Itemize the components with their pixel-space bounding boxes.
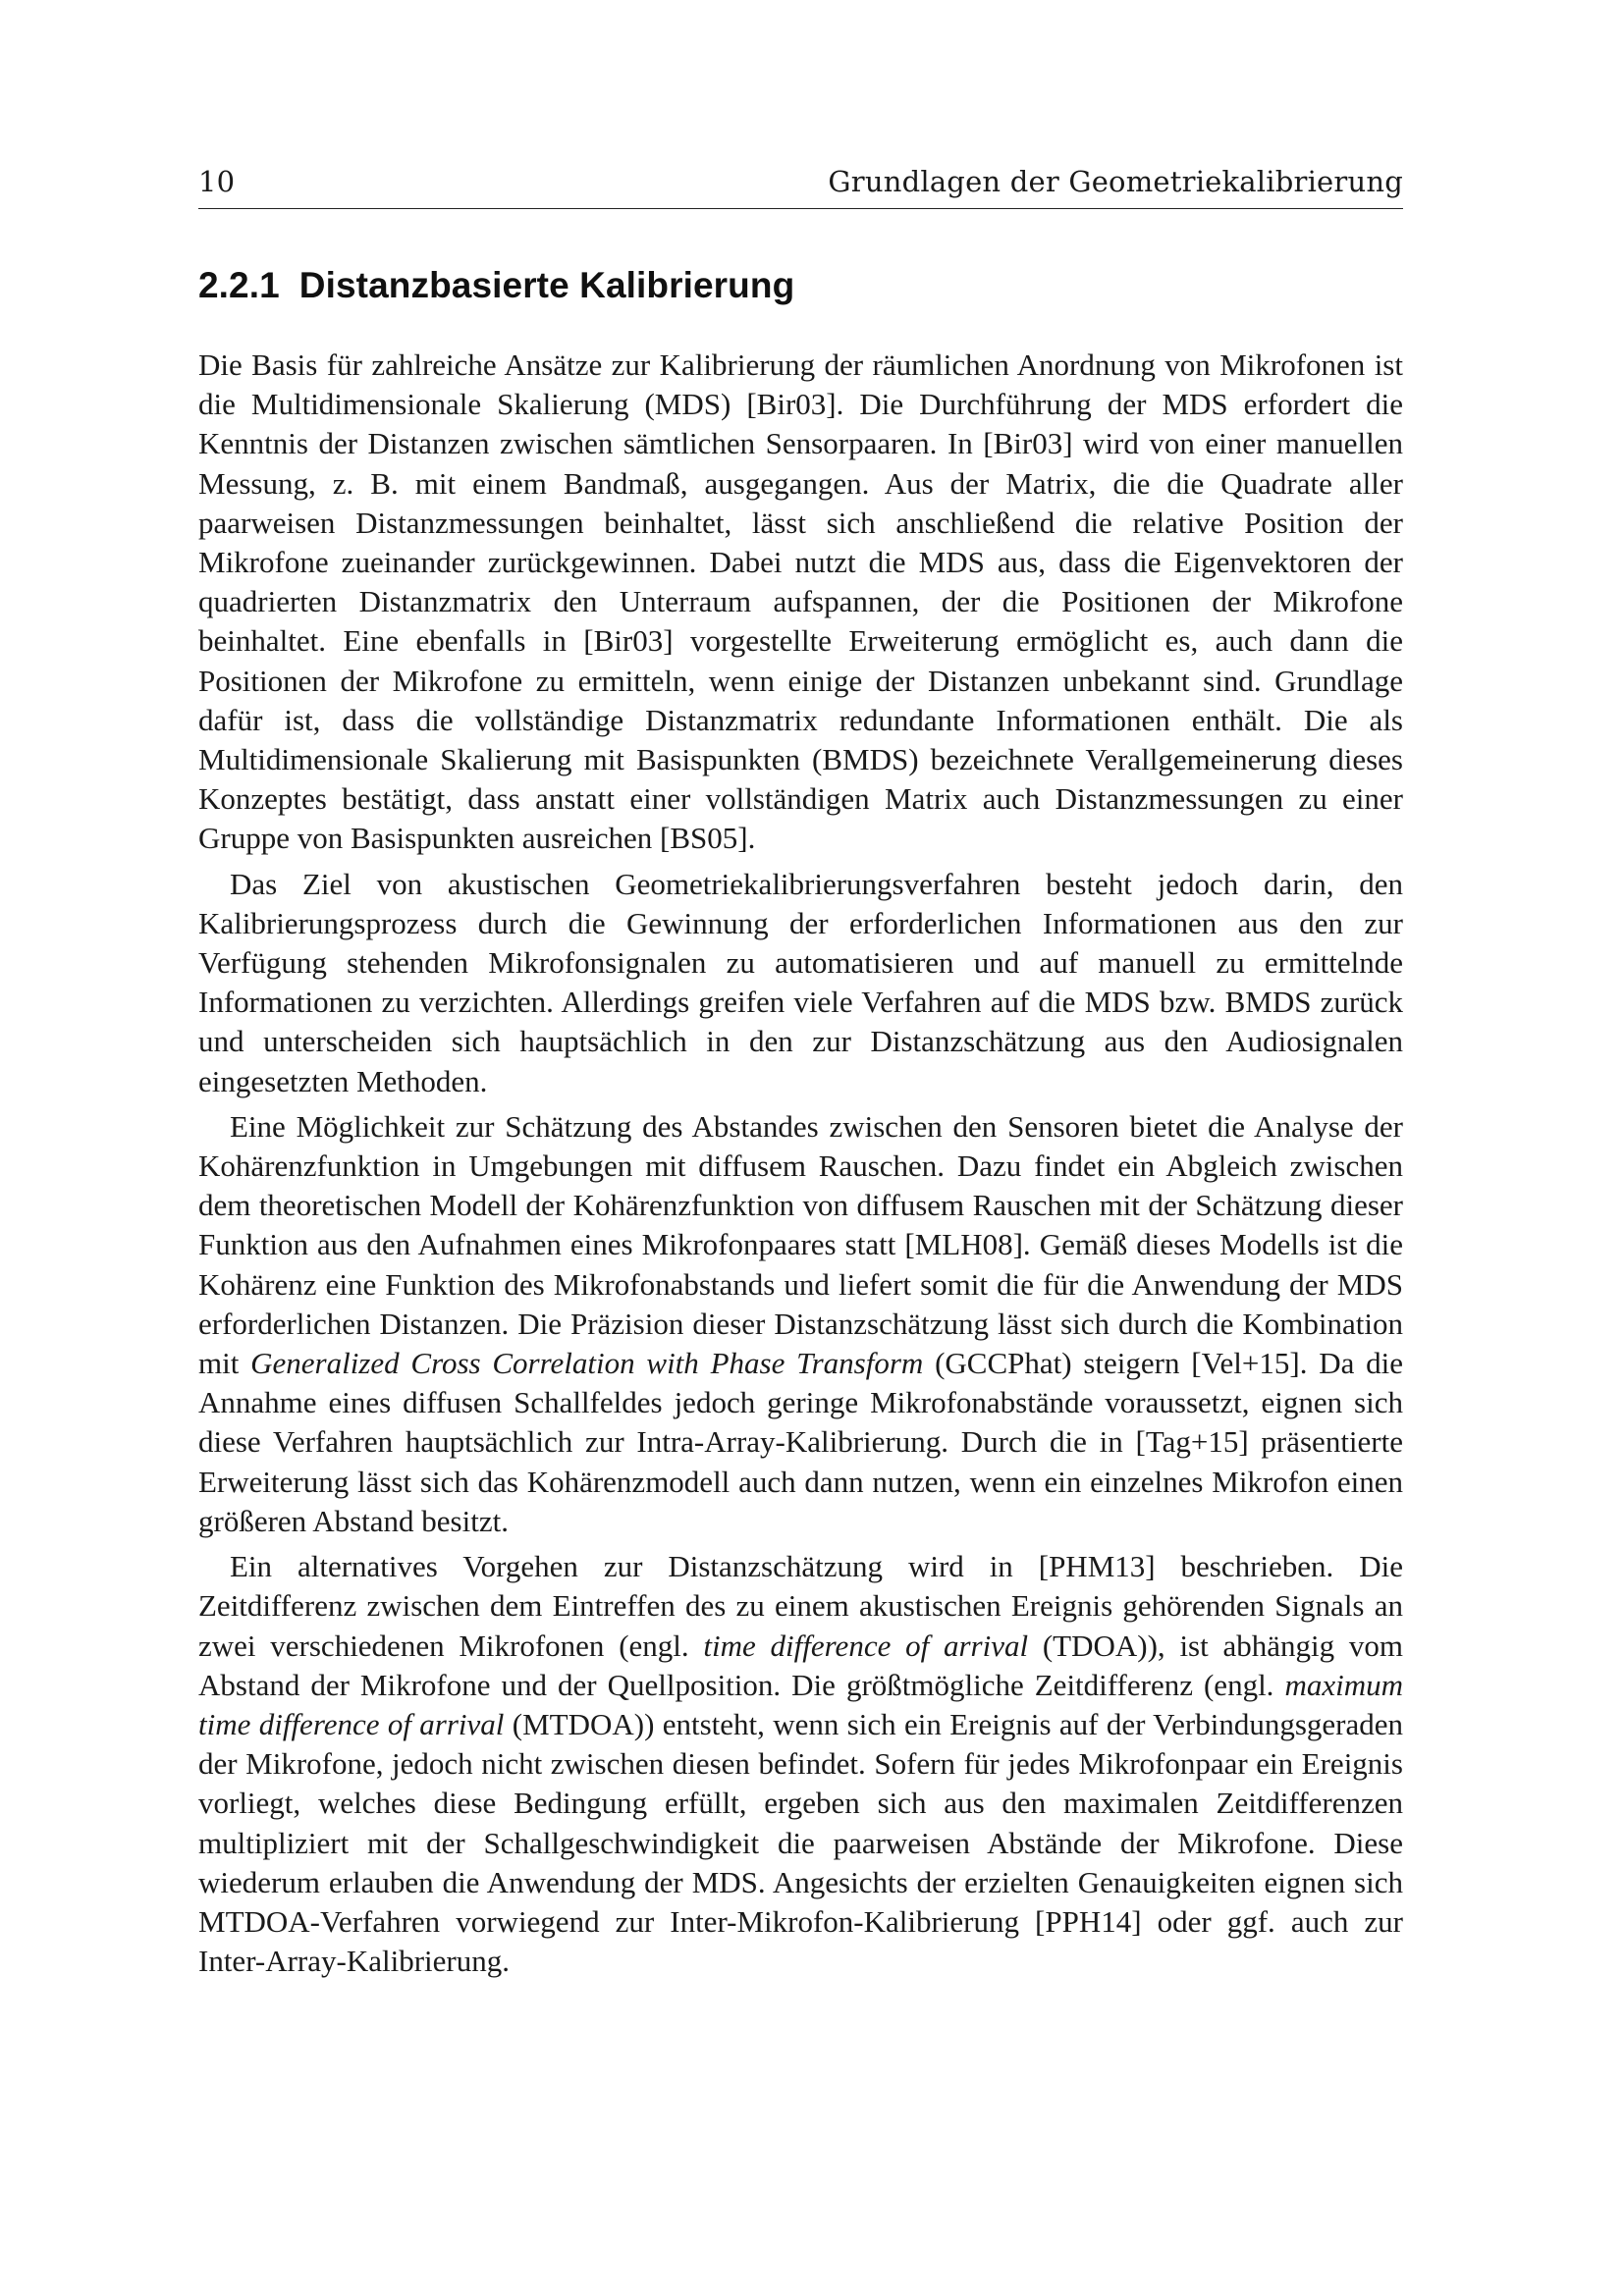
running-title: Grundlagen der Geometriekalibrierung: [828, 165, 1403, 198]
paragraph-1: Die Basis für zahlreiche Ansätze zur Kalibrierung der räumlichen Anordnung von Mikrofonen ist die Multidimensionale Skalierung (MDS) [Bir03]. Die Durchführung der MDS erfordert die Kenntnis der Distanzen zwischen sämtlichen Sensorpaaren. In [Bir03] wird von einer manuellen Messung, z. B. mit einem Bandmaß, ausgegangen. Aus der Matrix, die die Quadrate aller paarweisen Distanzmessungen beinhaltet, lässt sich anschließend die relative Position der Mikrofone zueinander zurückgewinnen. Dabei nutzt die MDS aus, dass die Eigenvektoren der quadrierten Distanzmatrix den Unterraum aufspannen, der die Positionen der Mikrofone beinhaltet. Eine ebenfalls in [Bir03] vorgestellte Erweiterung ermöglicht es, auch dann die Positionen der Mikrofone zu ermitteln, wenn einige der Distanzen unbekannt sind. Grundlage dafür ist, dass die vollständige Distanzmatrix redundante Informationen enthält. Die als Multidimensionale Skalierung mit Basispunkten (BMDS) bezeichnete Verallgemeinerung dieses Konzeptes bestätigt, dass anstatt einer vollständigen Matrix auch Distanzmessungen zu einer Gruppe von Basispunkten ausreichen [BS05].: [198, 347, 1403, 856]
running-header: [198, 165, 1403, 209]
paragraph-4-text-c: (MTDOA)) entsteht, wenn sich ein Ereignis auf der Verbindungsgeraden der Mikrofone, jedoch nicht zwischen diesen befindet. Sofern für jedes Mikrofonpaar ein Ereignis vorliegt, welches diese Bedingung erfüllt, ergeben sich aus den maximalen Zeitdifferenzen multipliziert mit der Schallgeschwindigkeit die paarweisen Abstände der Mikrofone. Diese wiederum erlauben die Anwendung der MDS. Angesichts der erzielten Genauigkeiten eignen sich MTDOA-Verfahren vorwiegend zur Inter-Mikrofon-Kalibrierung [PPH14] oder ggf. auch zur Inter-Array-Kalibrierung.: [198, 1706, 1403, 1979]
section-number: 2.2.1: [198, 265, 280, 305]
paragraph-2: Das Ziel von akustischen Geometriekalibrierungsverfahren besteht jedoch darin, den Kalibrierungsprozess durch die Gewinnung der erforderlichen Informationen aus den zur Verfügung stehenden Mikrofonsignalen zu automatisieren und auf manuell zu ermittelnde Informationen zu verzichten. Allerdings greifen viele Verfahren auf die MDS bzw. BMDS zurück und unterscheiden sich hauptsächlich in den zur Distanzschätzung aus den Audiosignalen eingesetzten Methoden.: [198, 866, 1403, 1098]
paragraph-3-text-b: (GCCPhat) steigern [Vel+15]. Da die Annahme eines diffusen Schallfeldes jedoch geringe Mikrofonabstände voraussetzt, eignen sich diese Verfahren hauptsächlich zur Intra-Array-Kalibrierung. Durch die in [Tag+15] präsentierte Erweiterung lässt sich das Kohärenzmodell auch dann nutzen, wenn ein einzelnes Mikrofon einen größeren Abstand besitzt.: [198, 1346, 1403, 1538]
page-number: 10: [198, 165, 236, 198]
paragraph-4-text-b: (TDOA)), ist abhängig vom Abstand der Mikrofone und der Quellposition. Die größtmögliche Zeitdifferenz (engl.: [198, 1628, 1404, 1702]
paragraph-4-emphasis-2: maximum time difference of arrival: [198, 1667, 1403, 1741]
paragraph-4-emphasis-1: time difference of arrival: [703, 1628, 1029, 1663]
paragraph-3-emphasis: Generalized Cross Correlation with Phase Transform: [250, 1346, 924, 1381]
paragraph-3-text-a: Eine Möglichkeit zur Schätzung des Abstandes zwischen den Sensoren bietet die Analyse der Kohärenzfunktion in Umgebungen mit diffusem Rauschen. Dazu findet ein Abgleich zwischen dem theoretischen Modell der Kohärenzfunktion von diffusem Rauschen mit der Schätzung dieser Funktion aus den Aufnahmen eines Mikrofonpaares statt [MLH08]. Gemäß dieses Modells ist die Kohärenz eine Funktion des Mikrofonabstands und liefert somit die für die Anwendung der MDS erforderlichen Distanzen. Die Präzision dieser Distanzschätzung lässt sich durch die Kombination mit: [198, 1108, 1403, 1381]
paragraph-3: [198, 1107, 1403, 1541]
section-title: Distanzbasierte Kalibrierung: [298, 265, 795, 305]
section-heading: [198, 265, 794, 306]
section-body: [198, 346, 1403, 1981]
paragraph-4-text-a: Ein alternatives Vorgehen zur Distanzschätzung wird in [PHM13] beschrieben. Die Zeitdifferenz zwischen dem Eintreffen des zu einem akustischen Ereignis gehörenden Signals an zwei verschiedenen Mikrofonen (engl.: [198, 1549, 1403, 1663]
paragraph-4: [198, 1547, 1403, 1981]
